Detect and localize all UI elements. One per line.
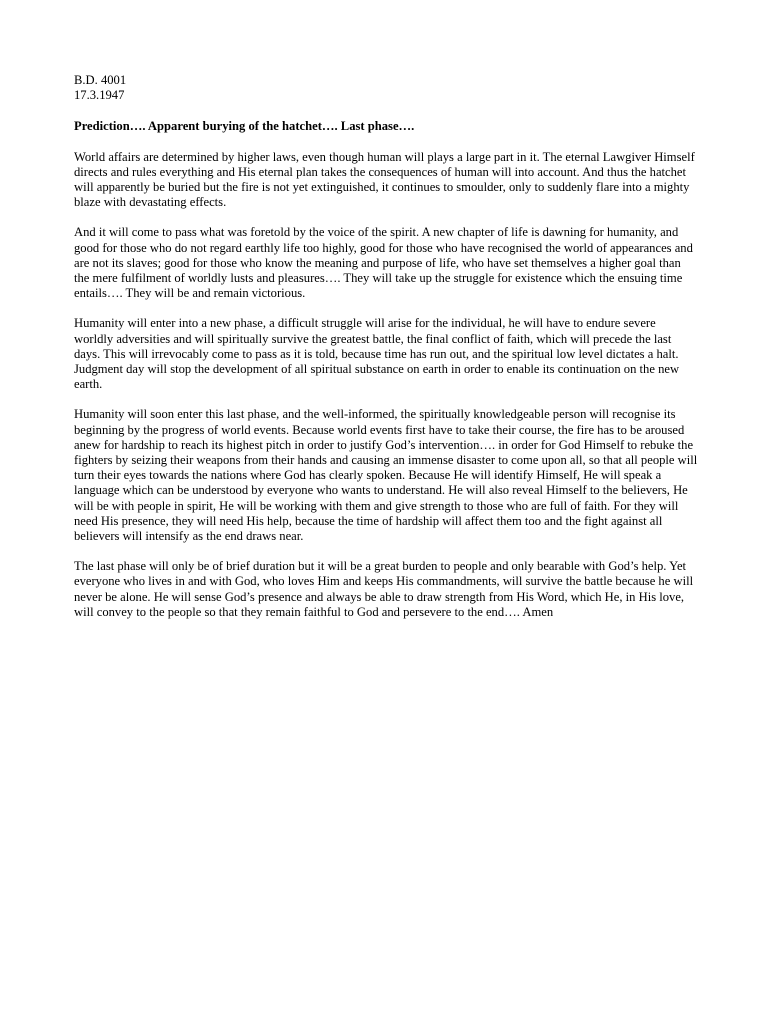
- body-paragraph: Humanity will enter into a new phase, a difficult struggle will arise for the individual, he will have to endure severe worldly adversities and will spiritually survive the greatest battle, the final conflict of faith, which will precede the last days. This will irrevocably come to pass as it is told, because time has run out, and the spiritual low level dictates a halt. Judgment day will stop the development of all spiritual substance on earth in order to enable its continuation on the new earth.: [74, 316, 680, 392]
- body-paragraph: Humanity will soon enter this last phase, and the well-informed, the spiritually knowledgeable person will recognise its beginning by the progress of world events. Because world events first have to take their course, the fire has to be aroused anew for hardship to reach its highest pitch in order to justify God’s intervention…. in order for God Himself to rebuke the fighters by seizing their weapons from their hands and causing an immense disaster to come upon all, so that all people will turn their eyes towards the nations where God has clearly spoken. Because He will identify Himself, He will speak a language which can be understood by everyone who wants to understand. He will also reveal Himself to the believers, He will be with people in spirit, He will be working with them and give strength to those who are full of faith. For they will need His presence, they will need His help, because the time of hardship will affect them too and the fight against all believers will intensify as the end draws near.: [74, 407, 698, 544]
- document-page: [74, 73, 698, 620]
- document-title: Prediction…. Apparent burying of the hatchet…. Last phase….: [74, 119, 415, 134]
- document-reference: B.D. 4001: [74, 73, 127, 87]
- document-header: [74, 73, 698, 103]
- document-date: 17.3.1947: [74, 88, 125, 103]
- body-paragraph: World affairs are determined by higher laws, even though human will plays a large part in it. The eternal Lawgiver Himself directs and rules everything and His eternal plan takes the consequences of human will into account. And thus the hatchet will apparently be buried but the fire is not yet extinguished, it continues to smoulder, only to suddenly flare into a mighty blaze with devastating effects.: [74, 149, 695, 210]
- body-paragraph: The last phase will only be of brief duration but it will be a great burden to people and only bearable with God’s help. Yet everyone who lives in and with God, who loves Him and keeps His commandments, will survive the battle because he will never be alone. He will sense God’s presence and always be able to draw strength from His Word, which He, in His love, will convey to the people so that they remain faithful to God and persevere to the end…. Amen: [74, 559, 694, 619]
- body-paragraph: And it will come to pass what was foretold by the voice of the spirit. A new chapter of life is dawning for humanity, and good for those who do not regard earthly life too highly, good for those who have recognised the world of appearances and are not its slaves; good for those who know the meaning and purpose of life, who have set themselves a higher goal than the mere fulfilment of worldly lusts and pleasures…. They will take up the struggle for existence which the ensuing time entails…. They will be and remain victorious.: [74, 225, 693, 301]
